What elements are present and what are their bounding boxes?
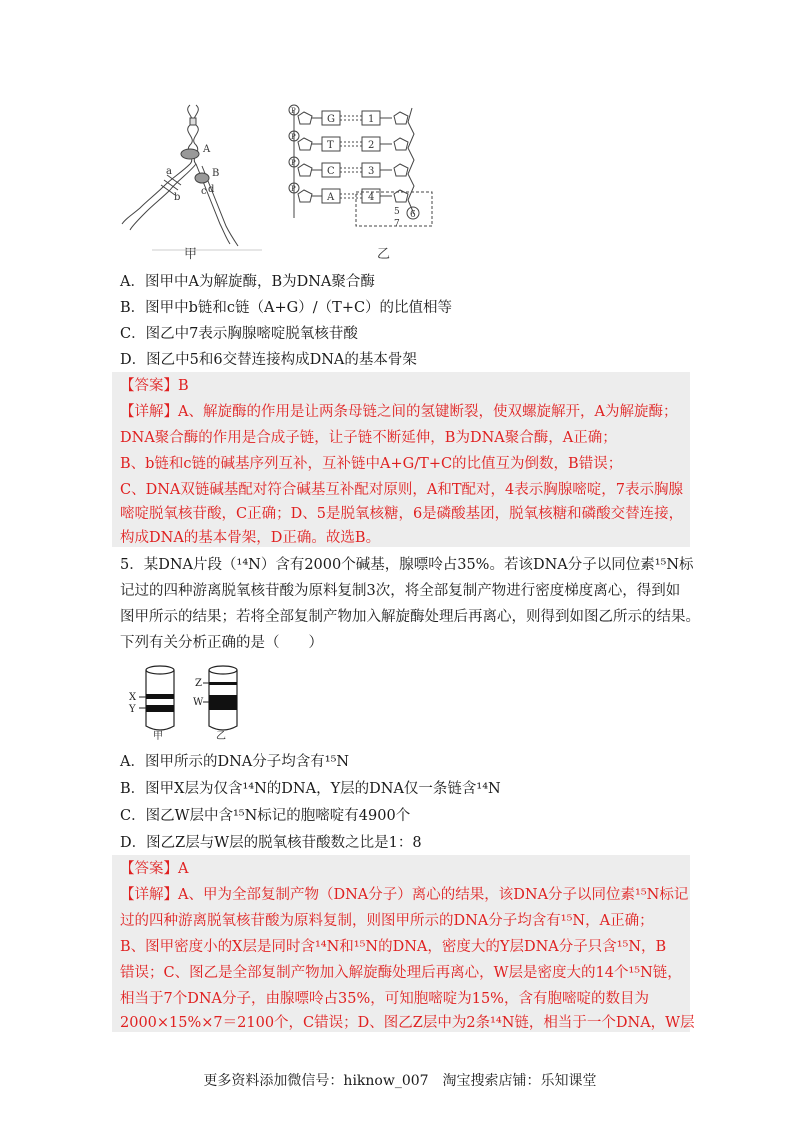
ladder-base-left-label-1: T (327, 140, 334, 151)
q4-option-c: C．图乙中7表示胸腺嘧啶脱氧核苷酸 (120, 326, 358, 342)
q4-detail-line-2: DNA聚合酶的作用是合成子链，让子链不断延伸，B为DNA聚合酶，A正确； (120, 430, 617, 446)
figure-yi-label: 乙 (377, 247, 391, 262)
fork-label-d: d (208, 184, 215, 195)
q5-detail-line-4: 错误；C、图乙是全部复制产物加入解旋酶处理后再离心，W层是密度大的14个¹⁵N链， (120, 965, 682, 981)
q5-option-c: C．图乙W层中含¹⁵N标记的胞嘧啶有4900个 (120, 808, 411, 824)
tube-label-y: Y (129, 704, 136, 715)
ladder-phosphate-label-1: P (291, 133, 296, 141)
ladder-base-left-label-2: C (327, 166, 335, 177)
q5-stem-line-2: 记过的四种游离脱氧核苷酸为原料复制3次，将全部复制产物进行密度梯度离心，得到如 (120, 583, 681, 599)
tube-jia-band-x (146, 694, 174, 699)
q5-answer: 【答案】A (120, 861, 189, 877)
q4-detail-line-3: B、b链和c链的碱基序列互补，互补链中A+G/T+C的比值互为倒数，B错误； (120, 456, 623, 472)
tube-yi-band-z (209, 682, 237, 685)
ladder-base-right-label-1: 2 (368, 140, 375, 151)
ladder-base-left-label-0: G (327, 114, 335, 125)
ladder-sugar-0 (298, 112, 312, 124)
q5-detail-line-3: B、图甲密度小的X层是同时含¹⁴N和¹⁵N的DNA，密度大的Y层DNA分子只含¹⁵N，B (120, 939, 667, 955)
q4-detail-line-6: 构成DNA的基本骨架，D正确。故选B。 (120, 530, 381, 546)
fork-label-a: a (166, 166, 172, 177)
q5-option-d: D．图乙Z层与W层的脱氧核苷酸数之比是1：8 (120, 835, 422, 851)
ladder-sugar-1 (298, 138, 312, 150)
tube-yi-band-w (209, 695, 237, 710)
figure-centrifuge-tubes (125, 660, 255, 740)
tube-label-w: W (193, 697, 204, 708)
q5-option-a: A．图甲所示的DNA分子均含有¹⁵N (120, 754, 350, 770)
tube-label-z: Z (195, 678, 202, 689)
q4-detail-line-1: 【详解】A、解旋酶的作用是让两条母链之间的氢键断裂，使双螺旋解开，A为解旋酶； (120, 404, 678, 420)
ladder-base-right-label-2: 3 (368, 166, 375, 177)
figure-dna-replication (112, 100, 442, 265)
q4-option-b: B．图甲中b链和c链（A+G）/（T+C）的比值相等 (120, 300, 453, 316)
ladder-base-right-label-0: 1 (368, 114, 375, 125)
q5-stem-line-4: 下列有关分析正确的是（ ） (120, 635, 323, 651)
q4-option-a: A．图甲中A为解旋酶，B为DNA聚合酶 (120, 274, 375, 290)
ladder-sugar-right-2 (394, 164, 408, 176)
ladder-label-6: 6 (410, 210, 416, 220)
q4-detail-line-4: C、DNA双链碱基配对符合碱基互补配对原则，A和T配对，4表示胸腺嘧啶，7表示胸腺 (120, 482, 683, 498)
ladder-sugar-right-1 (394, 138, 408, 150)
ladder-label-5: 5 (394, 207, 400, 217)
tube-jia-band-y (146, 705, 174, 712)
ladder-base-left-label-3: A (327, 192, 335, 203)
ladder-sugar-3 (298, 190, 312, 202)
ladder-base-right-label-3: 4 (368, 192, 375, 203)
ladder-phosphate-label-2: P (291, 159, 296, 167)
ladder-label-7: 7 (394, 219, 400, 229)
figure-jia-fork (122, 105, 238, 246)
q5-detail-line-1: 【详解】A、甲为全部复制产物（DNA分子）离心的结果，该DNA分子以同位素¹⁵N标记 (120, 887, 689, 903)
q5-stem-line-1: 5．某DNA片段（¹⁴N）含有2000个碱基，腺嘌呤占35%。若该DNA分子以同位素¹⁵N标 (120, 557, 694, 573)
ladder-sugar-right-0 (394, 112, 408, 124)
ladder-phosphate-label-0: P (291, 107, 296, 115)
page-footer: 更多资料添加微信号：hiknow_007 淘宝搜索店铺：乐知课堂 (203, 1073, 597, 1089)
fork-label-b: b (174, 192, 181, 203)
fork-label-A: A (203, 144, 211, 155)
q4-option-d: D．图乙中5和6交替连接构成DNA的基本骨架 (120, 352, 417, 368)
q5-detail-line-6: 2000×15%×7＝2100个，C错误；D、图乙Z层中为2条¹⁴N链，相当于一个DNA，W层 (120, 1015, 695, 1031)
fork-label-B: B (212, 168, 220, 179)
ladder-sugar-2 (298, 164, 312, 176)
figure-jia-label: 甲 (184, 247, 198, 262)
q4-answer: 【答案】B (120, 378, 189, 394)
q5-stem-line-3: 图甲所示的结果；若将全部复制产物加入解旋酶处理后再离心，则得到如图乙所示的结果。 (120, 609, 700, 625)
tube-label-x: X (129, 692, 137, 703)
q5-option-b: B．图甲X层为仅含¹⁴N的DNA，Y层的DNA仅一条链含¹⁴N (120, 781, 501, 797)
ladder-phosphate-label-3: P (291, 185, 296, 193)
tube-jia-caption: 甲 (153, 731, 163, 740)
tube-yi-caption: 乙 (216, 731, 226, 740)
fork-label-c: c (201, 186, 207, 197)
q5-detail-line-5: 相当于7个DNA分子，由腺嘌呤占35%，可知胞嘧啶为15%，含有胞嘧啶的数目为 (120, 991, 649, 1007)
q4-detail-line-5: 嘧啶脱氧核苷酸，C正确；D、5是脱氧核糖，6是磷酸基团，脱氧核糖和磷酸交替连接， (120, 506, 684, 522)
q5-detail-line-2: 过的四种游离脱氧核苷酸为原料复制，则图甲所示的DNA分子均含有¹⁵N，A正确； (120, 913, 654, 929)
